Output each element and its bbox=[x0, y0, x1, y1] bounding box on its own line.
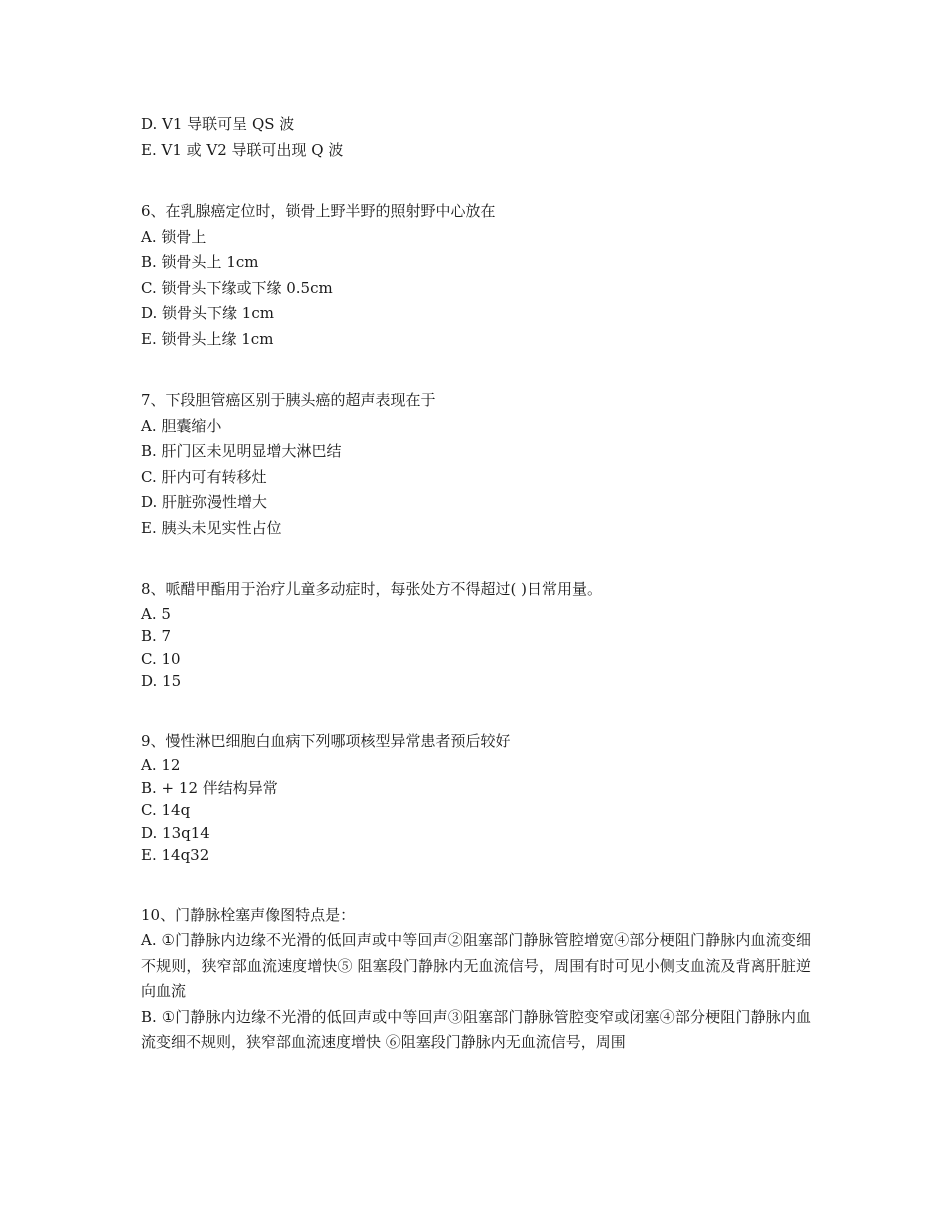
question-10 bbox=[141, 903, 811, 1056]
option-c: C. 10 bbox=[141, 649, 181, 668]
document-page bbox=[141, 112, 811, 1056]
option-c: C. 锁骨头下缘或下缘 0.5cm bbox=[141, 278, 333, 297]
option-e: E. 锁骨头上缘 1cm bbox=[141, 329, 274, 348]
option-b: B. 锁骨头上 1cm bbox=[141, 253, 259, 271]
option-e: E. V1 或 V2 导联可出现 Q 波 bbox=[141, 140, 344, 159]
option-d: D. 15 bbox=[141, 672, 182, 690]
option-e: E. 胰头未见实性占位 bbox=[141, 518, 282, 537]
option-c: C. 肝内可有转移灶 bbox=[141, 467, 267, 486]
question-6 bbox=[141, 199, 811, 352]
option-a: A. ①门静脉内边缘不光滑的低回声或中等回声②阻塞部门静脉管腔增宽④部分梗阻门静脉内血流变细不规则，狭窄部血流速度增快⑤ 阻塞段门静脉内无血流信号，周围有时可见小侧支血流及背离肝脏逆向血流 bbox=[141, 931, 811, 1000]
option-c: C. 14q bbox=[141, 801, 191, 819]
question-title: 10、门静脉栓塞声像图特点是： bbox=[141, 905, 356, 924]
question-fragment bbox=[141, 112, 811, 163]
option-b: B. + 12 伴结构异常 bbox=[141, 778, 278, 797]
question-8 bbox=[141, 577, 811, 693]
question-title: 6、在乳腺癌定位时，锁骨上野半野的照射野中心放在 bbox=[141, 202, 496, 220]
option-b: B. ①门静脉内边缘不光滑的低回声或中等回声③阻塞部门静脉管腔变窄或闭塞④部分梗阻门静脉内血流变细不规则，狭窄部血流速度增快 ⑥阻塞段门静脉内无血流信号，周围 bbox=[141, 1007, 811, 1051]
option-d: D. V1 导联可呈 QS 波 bbox=[141, 115, 295, 133]
option-d: D. 肝脏弥漫性增大 bbox=[141, 493, 268, 511]
option-a: A. 锁骨上 bbox=[141, 227, 207, 246]
question-9 bbox=[141, 729, 811, 867]
question-title: 8、哌醋甲酯用于治疗儿童多动症时，每张处方不得超过( )日常用量。 bbox=[141, 580, 603, 598]
option-d: D. 13q14 bbox=[141, 823, 210, 842]
option-a: A. 胆囊缩小 bbox=[141, 416, 222, 435]
option-b: B. 7 bbox=[141, 627, 172, 645]
option-e: E. 14q32 bbox=[141, 846, 210, 864]
question-title: 9、慢性淋巴细胞白血病下列哪项核型异常患者预后较好 bbox=[141, 731, 511, 750]
option-d: D. 锁骨头下缘 1cm bbox=[141, 304, 274, 322]
option-a: A. 12 bbox=[141, 756, 181, 774]
question-title: 7、下段胆管癌区别于胰头癌的超声表现在于 bbox=[141, 391, 436, 409]
option-a: A. 5 bbox=[141, 604, 171, 623]
option-b: B. 肝门区未见明显增大淋巴结 bbox=[141, 442, 342, 460]
question-7 bbox=[141, 388, 811, 541]
